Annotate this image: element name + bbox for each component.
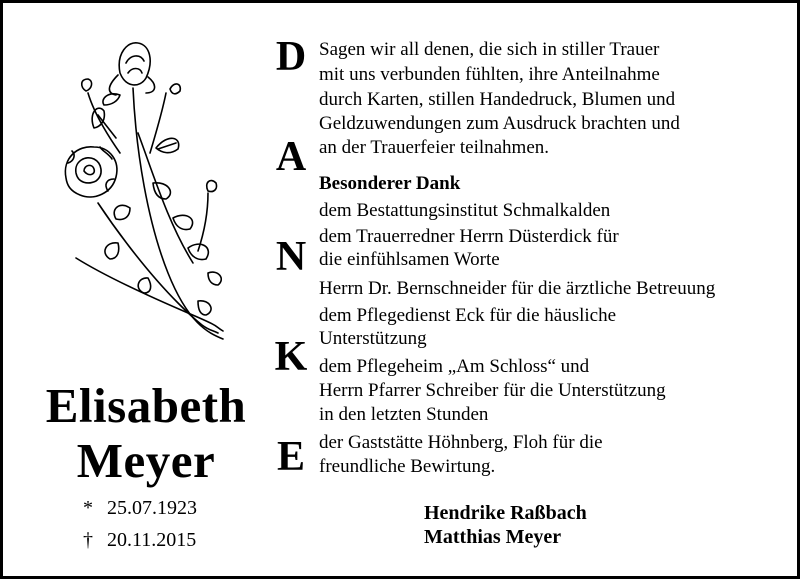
danke-letter-n: N bbox=[275, 234, 307, 280]
thanks-line: dem Pflegeheim „Am Schloss“ und bbox=[319, 356, 590, 377]
intro-line: durch Karten, stillen Handedruck, Blumen und bbox=[319, 89, 676, 110]
thanks-line: in den letzten Stunden bbox=[319, 404, 489, 425]
danke-letter-k: K bbox=[274, 334, 308, 380]
intro-line: Geldzuwendungen zum Ausdruck brachten und bbox=[319, 113, 680, 134]
thanks-line: dem Trauerredner Herrn Düsterdick für bbox=[319, 226, 619, 247]
deceased-last-name: Meyer bbox=[76, 433, 216, 488]
intro-line: mit uns verbunden fühlten, ihre Anteilnahme bbox=[319, 64, 660, 85]
special-thanks-heading: Besonderer Dank bbox=[319, 173, 461, 194]
thanks-line: dem Bestattungsinstitut Schmalkalden bbox=[319, 200, 611, 221]
thanks-line: der Gaststätte Höhnberg, Floh für die bbox=[319, 432, 603, 453]
thanks-line: dem Pflegedienst Eck für die häusliche bbox=[319, 305, 617, 326]
danke-letter-a: A bbox=[275, 134, 307, 180]
signature-name: Matthias Meyer bbox=[424, 526, 562, 548]
death-symbol: † bbox=[83, 529, 93, 551]
intro-line: an der Trauerfeier teilnahmen. bbox=[319, 137, 550, 158]
danke-letter-d: D bbox=[275, 34, 307, 80]
rose-illustration bbox=[58, 33, 233, 343]
intro-line: Sagen wir all denen, die sich in stiller Trauer bbox=[319, 39, 660, 60]
signature-name: Hendrike Raßbach bbox=[424, 502, 587, 524]
thanks-line: Herrn Pfarrer Schreiber für die Unterstützung bbox=[319, 380, 666, 401]
death-date-row bbox=[83, 528, 196, 552]
birth-symbol: * bbox=[83, 497, 93, 519]
deceased-first-name: Elisabeth bbox=[45, 378, 247, 433]
birth-date: 25.07.1923 bbox=[107, 497, 197, 519]
death-date: 20.11.2015 bbox=[107, 529, 197, 551]
thanks-line: freundliche Bewirtung. bbox=[319, 456, 496, 477]
thanks-line: Unterstützung bbox=[319, 328, 427, 349]
thanks-line: Herrn Dr. Bernschneider für die ärztliche Betreuung bbox=[319, 278, 716, 299]
birth-date-row bbox=[83, 496, 197, 520]
danke-letter-e: E bbox=[276, 434, 305, 480]
thanks-line: die einfühlsamen Worte bbox=[319, 249, 500, 270]
